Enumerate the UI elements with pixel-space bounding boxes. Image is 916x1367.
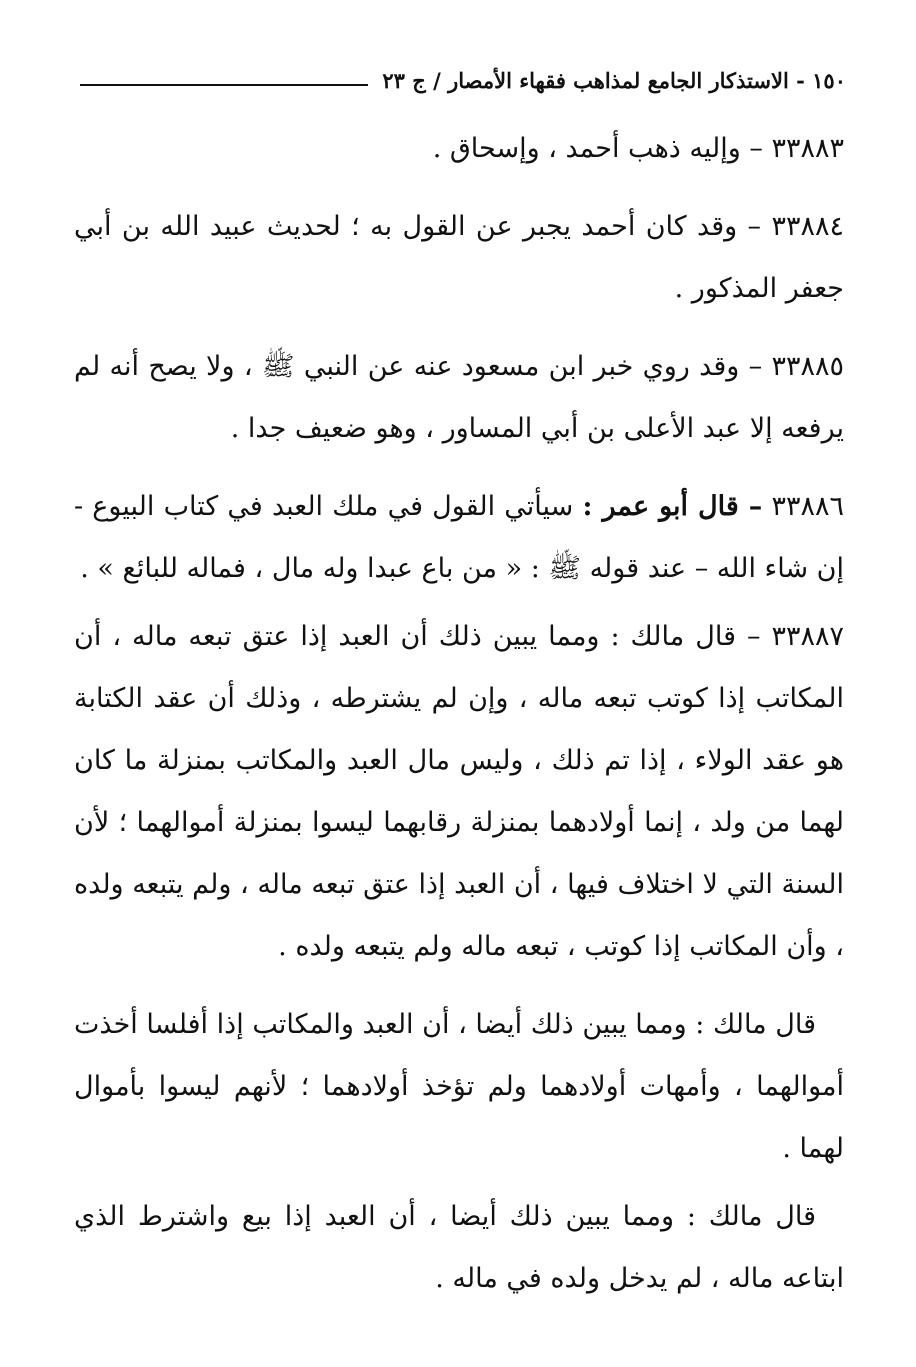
paragraph-text: سيأتي القول في ملك العبد في كتاب البيوع - إن شاء الله – عند قوله ﷺ : « من باع عبدا وله مال ، فماله للبائع » .	[74, 491, 844, 584]
paragraph-33884	[74, 196, 844, 320]
paragraph-text: – وقد كان أحمد يجبر عن القول به ؛ لحديث عبيد الله بن أبي جعفر المذكور .	[74, 211, 844, 304]
paragraph-33883	[74, 118, 844, 180]
header-rule	[80, 84, 368, 86]
paragraph-text: قال مالك : ومما يبين ذلك أيضا ، أن العبد والمكاتب إذا أفلسا أخذت أموالهما ، وأمهات أولادهما ولم تؤخذ أولادهما ؛ لأنهم ليسوا بأموال لهما .	[74, 1009, 844, 1164]
paragraph-text: – قال مالك : ومما يبين ذلك أن العبد إذا عتق تبعه ماله ، أن المكاتب إذا كوتب تبعه ماله ، وإن لم يشترطه ، وذلك أن عقد الكتابة هو عقد الولاء ، إذا تم ذلك ، وليس مال العبد والمكاتب بمنزلة ما كان لهما من ولد ، إنما أولادهما بمنزلة رقابهما ليسوا بمنزلة أموالهما ؛ لأن السنة التي لا اختلاف فيها ، أن العبد إذا عتق تبعه ماله ، ولم يتبعه ولده ، وأن المكاتب إذا كوتب ، تبعه ماله ولم يتبعه ولده .	[74, 621, 844, 962]
paragraph-malik-1	[74, 994, 844, 1180]
paragraph-text: – وقد روي خبر ابن مسعود عنه عن النبي ﷺ ، ولا يصح أنه لم يرفعه إلا عبد الأعلى بن أبي المساور ، وهو ضعيف جدا .	[74, 351, 844, 444]
paragraph-number: ٣٣٨٨٥	[771, 351, 844, 382]
paragraph-number: ٣٣٨٨٤	[771, 211, 844, 242]
paragraph-text: – وإليه ذهب أحمد ، وإسحاق .	[432, 133, 763, 164]
paragraph-malik-2	[74, 1186, 844, 1310]
paragraph-number: ٣٣٨٨٣	[771, 133, 844, 164]
paragraph-33885	[74, 336, 844, 460]
paragraph-number: ٣٣٨٨٧	[771, 621, 844, 652]
paragraph-33886	[74, 476, 844, 600]
paragraph-number: ٣٣٨٨٦	[771, 491, 844, 522]
paragraph-text: قال مالك : ومما يبين ذلك أيضا ، أن العبد إذا بيع واشترط الذي ابتاعه ماله ، لم يدخل ولده في ماله .	[74, 1201, 844, 1294]
paragraph-33887	[74, 606, 844, 978]
paragraph-lead: – قال أبو عمر :	[582, 491, 763, 522]
running-header	[80, 60, 846, 100]
header-title: ١٥٠ - الاستذكار الجامع لمذاهب فقهاء الأمصار / ج ٢٣	[382, 67, 846, 93]
text-body	[74, 118, 844, 1326]
